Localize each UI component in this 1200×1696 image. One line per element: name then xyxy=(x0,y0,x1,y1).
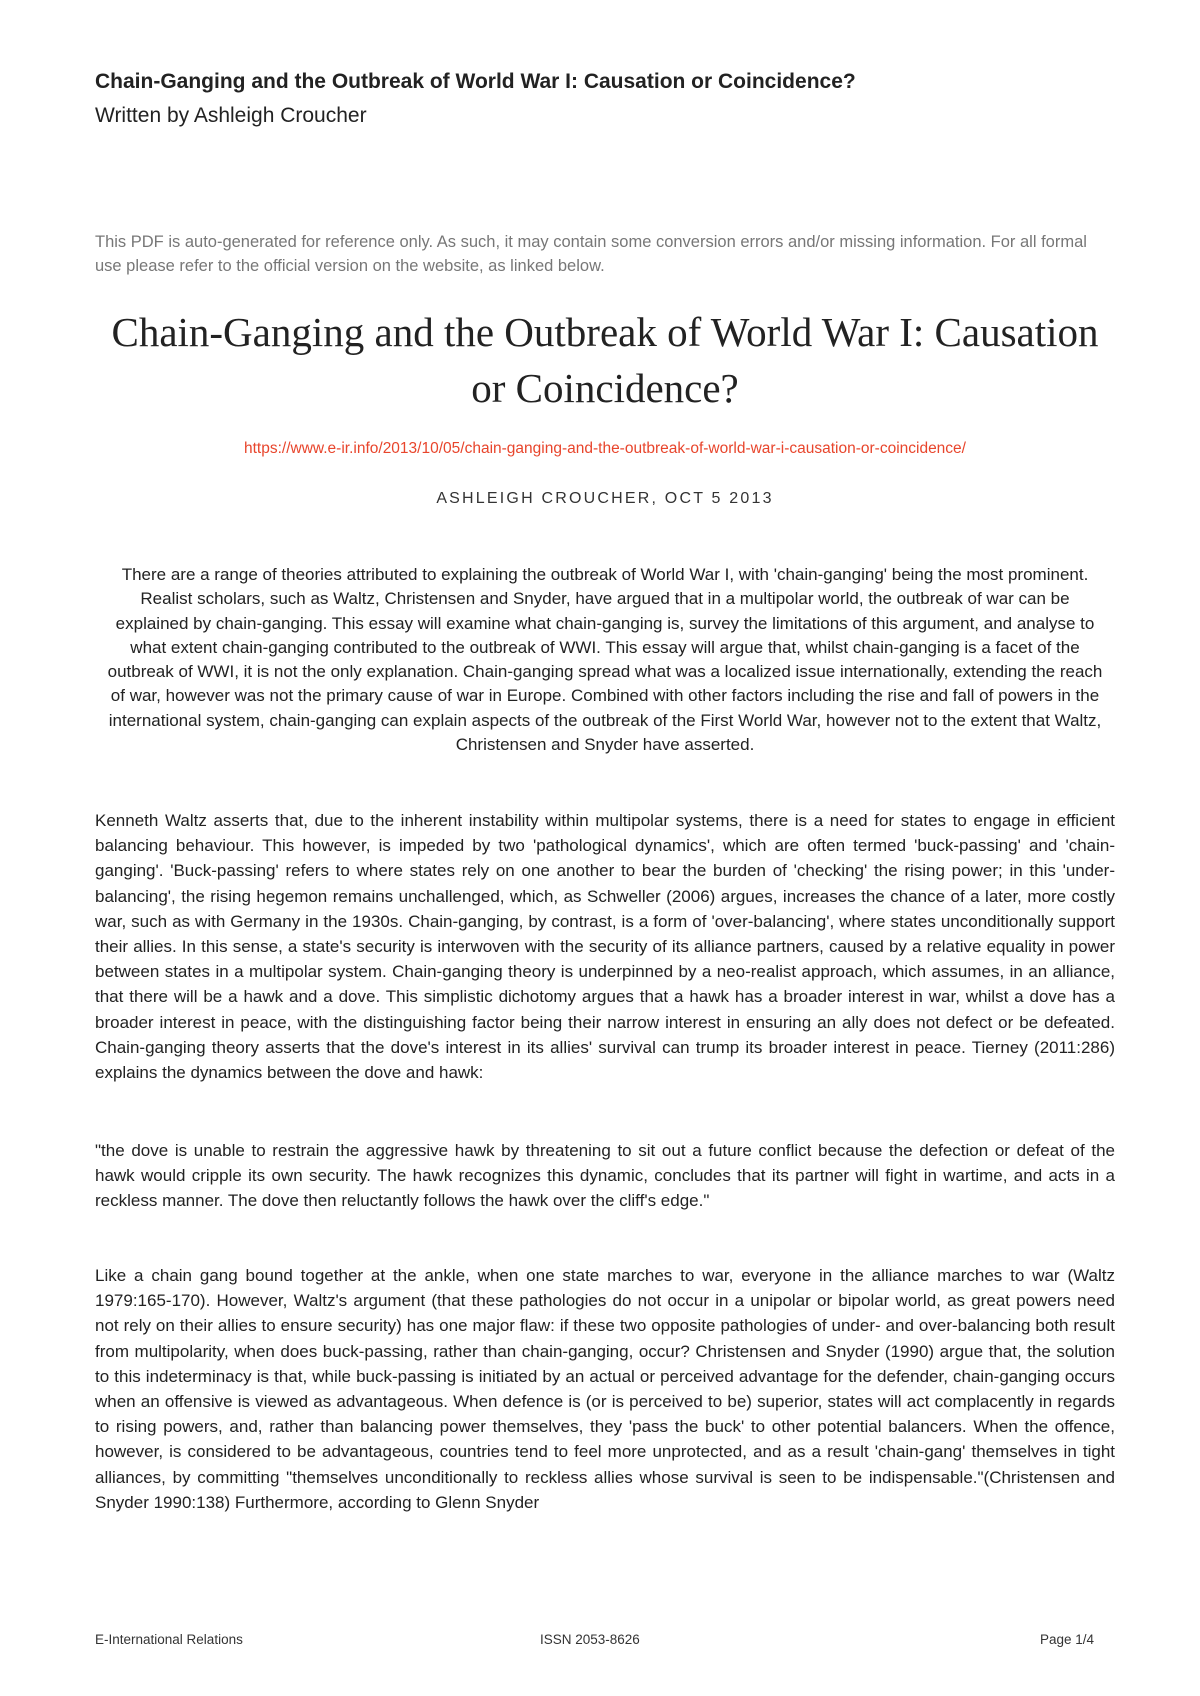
body-paragraph: Kenneth Waltz asserts that, due to the inherent instability within multipolar systems, there is a need for states to engage in efficient balancing behaviour. This however, is impeded by two 'pathological dynamics', which are often termed 'buck-passing' and 'chain-ganging'. 'Buck-passing' refers to where states rely on one another to bear the burden of 'checking' the rising power; in this 'under-balancing', the rising hegemon remains unchallenged, which, as Schweller (2006) argues, increases the chance of a later, more costly war, such as with Germany in the 1930s. Chain-ganging, by contrast, is a form of 'over-balancing', where states unconditionally support their allies. In this sense, a state's security is interwoven with the security of its alliance partners, caused by a relative equality in power between states in a multipolar system. Chain-ganging theory is underpinned by a neo-realist approach, which assumes, in an alliance, that there will be a hawk and a dove. This simplistic dichotomy argues that a hawk has a broader interest in war, whilst a dove has a broader interest in peace, with the distinguishing factor being their narrow interest in ensuring an ally does not defect or be defeated. Chain-ganging theory asserts that the dove's interest in its allies' survival can trump its broader interest in peace. Tierney (2011:286) explains the dynamics between the dove and hawk: xyxy=(95,811,1115,1083)
footer-page-number: Page 1/4 xyxy=(1040,1632,1095,1647)
body-paragraph: Like a chain gang bound together at the ankle, when one state marches to war, everyone in the alliance marches to war (Waltz 1979:165-170). However, Waltz's argument (that these pathologies do not occur in a unipolar or bipolar world, as great powers need not rely on their allies to ensure security) has one major flaw: if these two opposite pathologies of under- and over-balancing both result from multipolarity, when does buck-passing, rather than chain-ganging, occur? Christensen and Snyder (1990) argue that, the solution to this indeterminacy is that, while buck-passing is initiated by an actual or perceived advantage for the defender, chain-ganging occurs when an offensive is viewed as advantageous. When defence is (or is perceived to be) superior, states will act complacently in regards to rising powers, and, rather than balancing power themselves, they 'pass the buck' to other potential balancers. When the offence, however, is considered to be advantageous, countries tend to feel more unprotected, and as a result 'chain-gang' themselves in tight alliances, by committing "themselves unconditionally to reckless allies whose survival is seen to be indispensable."(Christensen and Snyder 1990:138) Furthermore, according to Glenn Snyder xyxy=(95,1266,1115,1512)
footer-issn: ISSN 2053-8626 xyxy=(540,1632,640,1647)
article-source-link[interactable]: https://www.e-ir.info/2013/10/05/chain-ganging-and-the-outbreak-of-world-war-i-causation-or-coincidence/ xyxy=(244,440,966,457)
article-byline: ASHLEIGH CROUCHER, OCT 5 2013 xyxy=(436,490,774,507)
block-quote: "the dove is unable to restrain the aggressive hawk by threatening to sit out a future conflict because the defection or defeat of the hawk would cripple its own security. The hawk recognizes this dynamic, concludes that its partner will fight in wartime, and acts in a reckless manner. The dove then reluctantly follows the hawk over the cliff's edge." xyxy=(95,1141,1115,1211)
running-header-author: Written by Ashleigh Croucher xyxy=(95,104,367,127)
article-abstract: There are a range of theories attributed to explaining the outbreak of World War I, with 'chain-ganging' being the most prominent. Realist scholars, such as Waltz, Christensen and Snyder, have argued that in a multipolar world, the outbreak of war can be explained by chain-ganging. This essay will examine what chain-ganging is, survey the limitations of this argument, and analyse to what extent chain-ganging contributed to the outbreak of WWI. This essay will argue that, whilst chain-ganging is a facet of the outbreak of WWI, it is not the only explanation. Chain-ganging spread what was a localized issue internationally, extending the reach of war, however was not the primary cause of war in Europe. Combined with other factors including the rise and fall of powers in the international system, chain-ganging can explain aspects of the outbreak of the First World War, however not to the extent that Waltz, Christensen and Snyder have asserted. xyxy=(107,565,1103,755)
footer-publisher: E-International Relations xyxy=(95,1632,243,1647)
running-header-title: Chain-Ganging and the Outbreak of World War I: Causation or Coincidence? xyxy=(95,70,856,93)
article-title: Chain-Ganging and the Outbreak of World War I: Causation or Coincidence? xyxy=(111,309,1099,411)
pdf-disclaimer: This PDF is auto-generated for reference only. As such, it may contain some conversion errors and/or missing information. For all formal use please refer to the official version on the website, as linked below. xyxy=(95,233,1087,275)
